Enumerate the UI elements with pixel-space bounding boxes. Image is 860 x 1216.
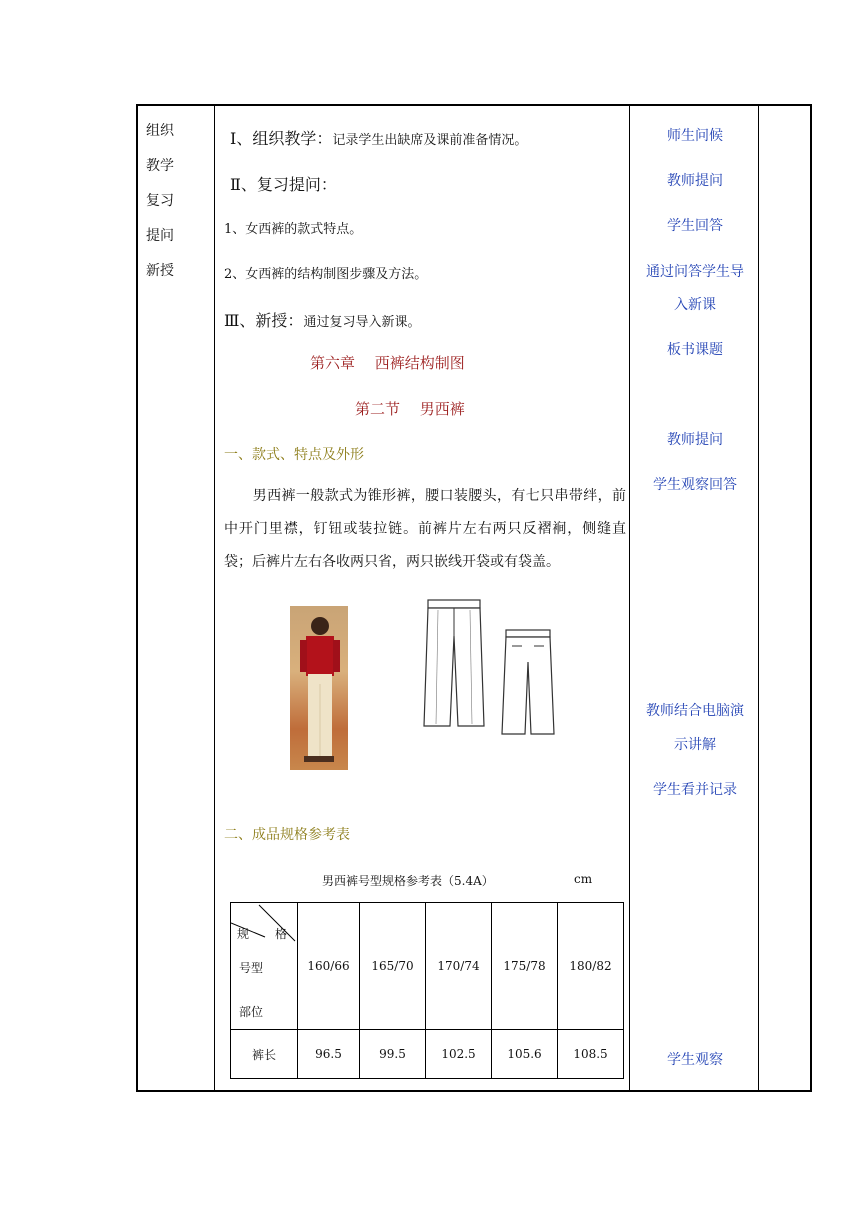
- step3-line: [224, 308, 420, 331]
- step3-label: Ⅲ、新授：: [224, 311, 304, 330]
- trousers-back-drawing: [498, 626, 560, 738]
- value-cell: 96.5: [298, 1030, 360, 1079]
- size-header: 165/70: [360, 903, 426, 1030]
- value-cell: 105.6: [492, 1030, 558, 1079]
- size-header: 170/74: [426, 903, 492, 1030]
- heading-style: 一、款式、特点及外形: [224, 447, 364, 463]
- note-item: 入新课: [674, 297, 716, 313]
- size-header: 175/78: [492, 903, 558, 1030]
- column-divider: [758, 106, 759, 1090]
- value-cell: 108.5: [558, 1030, 624, 1079]
- heading-spec: 二、成品规格参考表: [224, 827, 350, 843]
- lesson-table: [136, 104, 812, 1092]
- stage-label: 组织: [146, 123, 174, 139]
- table-row: [231, 903, 624, 1030]
- row-label: 裤长: [231, 1030, 298, 1079]
- model-photo: [290, 606, 348, 770]
- size-header: 160/66: [298, 903, 360, 1030]
- step1-label: Ⅰ、组织教学：: [230, 129, 333, 148]
- note-item: 教师提问: [667, 173, 723, 189]
- note-item: 师生问候: [667, 128, 723, 144]
- note-item: 板书课题: [667, 342, 723, 358]
- step1-line: [230, 126, 527, 149]
- review-question-1: 1、女西裤的款式特点。: [224, 222, 363, 237]
- stage-label: 新授: [146, 263, 174, 279]
- review-question-2: 2、女西裤的结构制图步骤及方法。: [224, 267, 428, 282]
- note-item: 示讲解: [674, 737, 716, 753]
- size-spec-table: [230, 902, 624, 1079]
- chapter-title: 第六章 西裤结构制图: [310, 354, 465, 372]
- value-cell: 99.5: [360, 1030, 426, 1079]
- trousers-front-drawing: [418, 596, 490, 730]
- step1-text: 记录学生出缺席及课前准备情况。: [332, 133, 528, 148]
- note-item: 学生回答: [667, 218, 723, 234]
- corner-label: 规: [237, 927, 250, 941]
- style-description: 男西裤一般款式为锥形裤，腰口装腰头，有七只串带绊，前中开门里襟，钉钮或装拉链。前裤片左右两只反褶裥，侧缝直袋；后裤片左右各收两只省，两只嵌线开袋或有袋盖。: [224, 488, 626, 570]
- note-item: 教师提问: [667, 432, 723, 448]
- column-divider: [214, 106, 215, 1090]
- corner-label: 号型: [239, 961, 264, 975]
- corner-cell: [231, 903, 298, 1030]
- stage-column: [146, 114, 206, 289]
- note-item: 学生观察: [667, 1052, 723, 1068]
- stage-label: 提问: [146, 228, 174, 244]
- table-caption: 男西裤号型规格参考表（5.4A）: [322, 874, 494, 888]
- step3-text: 通过复习导入新课。: [303, 315, 421, 330]
- note-item: 学生看并记录: [653, 782, 737, 798]
- section-title: 第二节 男西裤: [355, 400, 465, 418]
- size-header: 180/82: [558, 903, 624, 1030]
- stage-label: 教学: [146, 158, 174, 174]
- table-unit: cm: [574, 872, 593, 886]
- man-figure: [290, 606, 348, 770]
- column-divider: [629, 106, 630, 1090]
- note-item: 学生观察回答: [653, 477, 737, 493]
- corner-label: 部位: [239, 1005, 264, 1019]
- step2-label: Ⅱ、复习提问：: [230, 175, 337, 194]
- value-cell: 102.5: [426, 1030, 492, 1079]
- table-row: [231, 1030, 624, 1079]
- stage-label: 复习: [146, 193, 174, 209]
- corner-label: 格: [275, 927, 288, 941]
- note-item: 教师结合电脑演: [646, 703, 744, 719]
- note-item: 通过问答学生导: [646, 264, 744, 280]
